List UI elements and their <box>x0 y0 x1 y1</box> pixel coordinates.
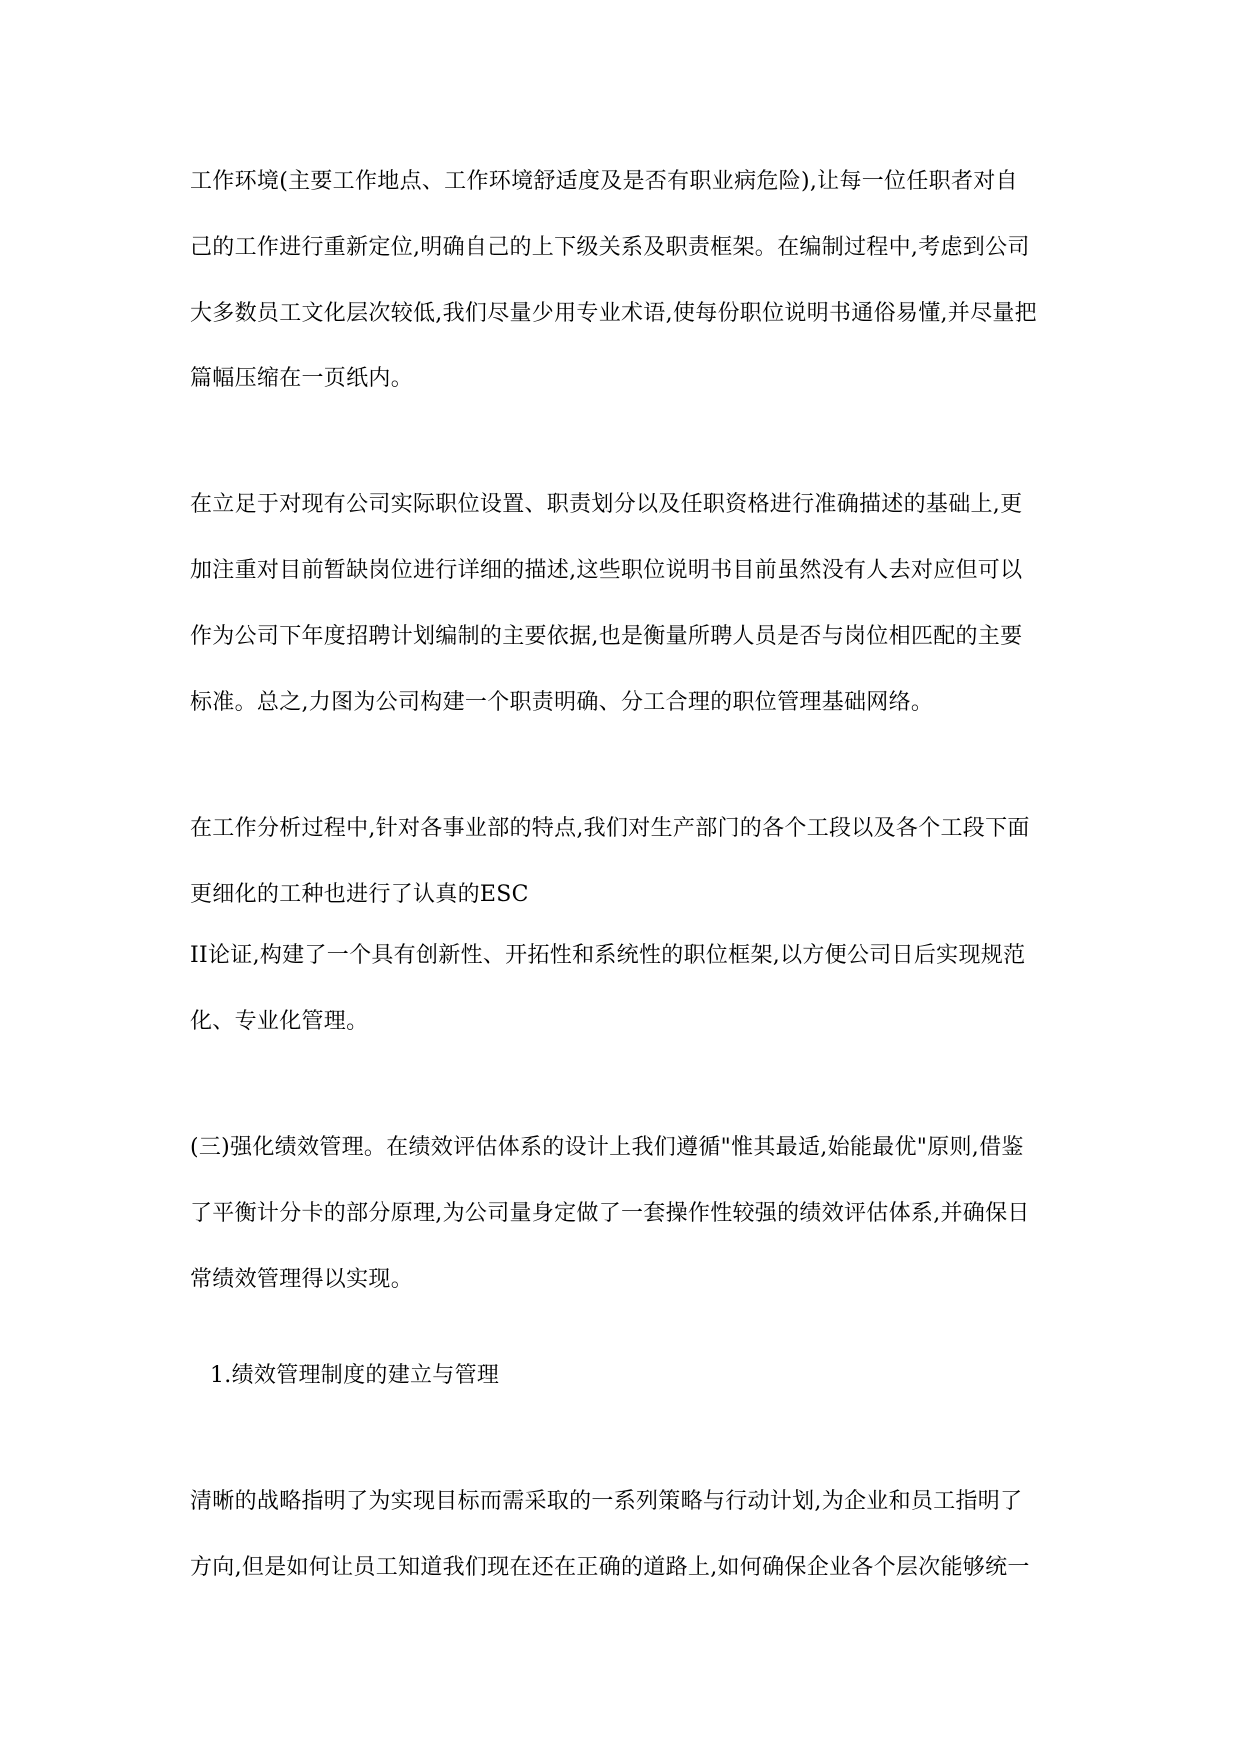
paragraph-line: 在立足于对现有公司实际职位设置、职责划分以及任职资格进行准确描述的基础上,更 <box>190 492 1023 517</box>
paragraph-line: 大多数员工文化层次较低,我们尽量少用专业术语,使每份职位说明书通俗易懂,并尽量把 <box>190 301 1037 326</box>
paragraph-line: 标准。总之,力图为公司构建一个职责明确、分工合理的职位管理基础网络。 <box>190 690 934 715</box>
paragraph-line: II论证,构建了一个具有创新性、开拓性和系统性的职位框架,以方便公司日后实现规范 <box>190 943 1026 968</box>
paragraph-line: (三)强化绩效管理。在绩效评估体系的设计上我们遵循"惟其最适,始能最优"原则,借鉴 <box>190 1135 1024 1160</box>
paragraph-line: 常绩效管理得以实现。 <box>190 1267 414 1292</box>
paragraph-line: 篇幅压缩在一页纸内。 <box>190 366 414 391</box>
paragraph-line: 己的工作进行重新定位,明确自己的上下级关系及职责框架。在编制过程中,考虑到公司 <box>190 235 1030 260</box>
paragraph-line: 更细化的工种也进行了认真的ESC <box>190 882 529 907</box>
paragraph-line: 加注重对目前暂缺岗位进行详细的描述,这些职位说明书目前虽然没有人去对应但可以 <box>190 558 1023 583</box>
paragraph-line: 作为公司下年度招聘计划编制的主要依据,也是衡量所聘人员是否与岗位相匹配的主要 <box>190 624 1023 649</box>
paragraph-line: 清晰的战略指明了为实现目标而需采取的一系列策略与行动计划,为企业和员工指明了 <box>190 1489 1023 1514</box>
section-heading: 1.绩效管理制度的建立与管理 <box>210 1363 500 1388</box>
paragraph-line: 化、专业化管理。 <box>190 1009 369 1034</box>
paragraph-line: 在工作分析过程中,针对各事业部的特点,我们对生产部门的各个工段以及各个工段下面 <box>190 816 1030 841</box>
paragraph-line: 了平衡计分卡的部分原理,为公司量身定做了一套操作性较强的绩效评估体系,并确保日 <box>190 1201 1030 1226</box>
paragraph-line: 工作环境(主要工作地点、工作环境舒适度及是否有职业病危险),让每一位任职者对自 <box>190 169 1018 194</box>
paragraph-line: 方向,但是如何让员工知道我们现在还在正确的道路上,如何确保企业各个层次能够统一 <box>190 1555 1030 1580</box>
